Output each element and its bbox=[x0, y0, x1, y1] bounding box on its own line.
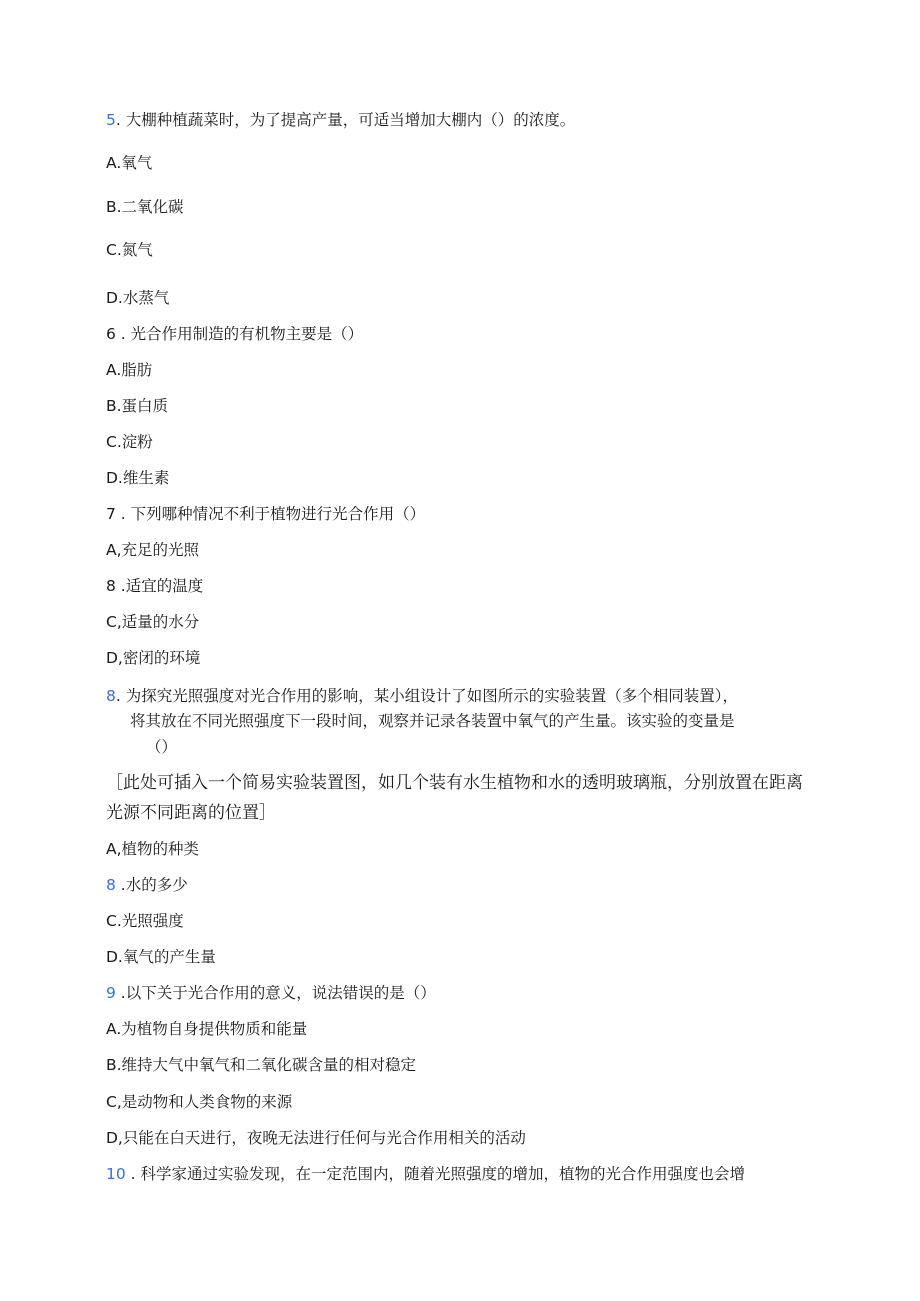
question-5-option-c: C.氮气 bbox=[106, 241, 153, 259]
question-7-option-d: D,密闭的环境 bbox=[106, 649, 201, 667]
question-8-option-b-text: .水的多少 bbox=[115, 876, 188, 894]
question-9-option-a: A.为植物自身提供物质和能量 bbox=[106, 1020, 308, 1038]
question-8-option-d: D.氧气的产生量 bbox=[106, 948, 216, 966]
question-7-text: . 下列哪种情况不利于植物进行光合作用（） bbox=[115, 505, 426, 523]
question-8-option-a: A,植物的种类 bbox=[106, 840, 200, 858]
question-9-option-b: B.维持大气中氧气和二氧化碳含量的相对稳定 bbox=[106, 1056, 417, 1074]
question-9-option-d: D,只能在白天进行，夜晚无法进行任何与光合作用相关的活动 bbox=[106, 1129, 526, 1147]
question-5-option-b: B.二氧化碳 bbox=[106, 198, 184, 216]
question-10-number: 10 bbox=[106, 1165, 126, 1183]
question-5-option-d: D.水蒸气 bbox=[106, 289, 170, 307]
question-7-option-a: A,充足的光照 bbox=[106, 541, 200, 559]
question-8-option-c: C.光照强度 bbox=[106, 912, 184, 930]
question-9-text: .以下关于光合作用的意义，说法错误的是（） bbox=[115, 984, 436, 1002]
question-6-option-c: C.淀粉 bbox=[106, 433, 153, 451]
question-8-number: 8 bbox=[106, 687, 116, 705]
question-8-text-line1: . 为探究光照强度对光合作用的影响，某小组设计了如图所示的实验装置（多个相同装置）， bbox=[115, 687, 738, 705]
question-7-stem bbox=[106, 504, 425, 524]
question-6-option-a: A.脂肪 bbox=[106, 361, 153, 379]
question-9-stem bbox=[106, 983, 436, 1003]
question-6-option-d: D.维生素 bbox=[106, 469, 170, 487]
question-6-text: . 光合作用制造的有机物主要是（） bbox=[115, 325, 364, 343]
question-6-number: 6 bbox=[106, 325, 116, 343]
question-8-text-line3: （） bbox=[146, 738, 178, 756]
question-8-text-line2: 将其放在不同光照强度下一段时间，观察并记录各装置中氧气的产生量。该实验的变量是 bbox=[130, 712, 735, 730]
figure-placeholder-note-line1: ［此处可插入一个简易实验装置图，如几个装有水生植物和水的透明玻璃瓶，分别放置在距离 bbox=[106, 773, 803, 793]
question-10-text: . 科学家通过实验发现，在一定范围内，随着光照强度的增加，植物的光合作用强度也会增 bbox=[125, 1165, 746, 1183]
question-5-stem bbox=[106, 110, 575, 130]
question-7-option-b: 8 .适宜的温度 bbox=[106, 577, 204, 595]
question-5-number: 5 bbox=[106, 111, 116, 129]
question-8-option-b bbox=[106, 875, 188, 895]
question-7-option-c: C,适量的水分 bbox=[106, 613, 200, 631]
question-8-stem bbox=[106, 686, 738, 706]
question-9-option-c: C,是动物和人类食物的来源 bbox=[106, 1093, 293, 1111]
figure-placeholder-note-line2: 光源不同距离的位置］ bbox=[106, 803, 276, 823]
question-6-option-b: B.蛋白质 bbox=[106, 397, 169, 415]
question-5-text: . 大棚种植蔬菜时，为了提高产量，可适当增加大棚内（）的浓度。 bbox=[115, 111, 576, 129]
question-6-stem bbox=[106, 324, 363, 344]
question-10-stem bbox=[106, 1164, 745, 1184]
question-5-option-a: A.氧气 bbox=[106, 154, 153, 172]
question-9-number: 9 bbox=[106, 984, 116, 1002]
question-7-number: 7 bbox=[106, 505, 116, 523]
question-8-option-b-number: 8 bbox=[106, 876, 116, 894]
